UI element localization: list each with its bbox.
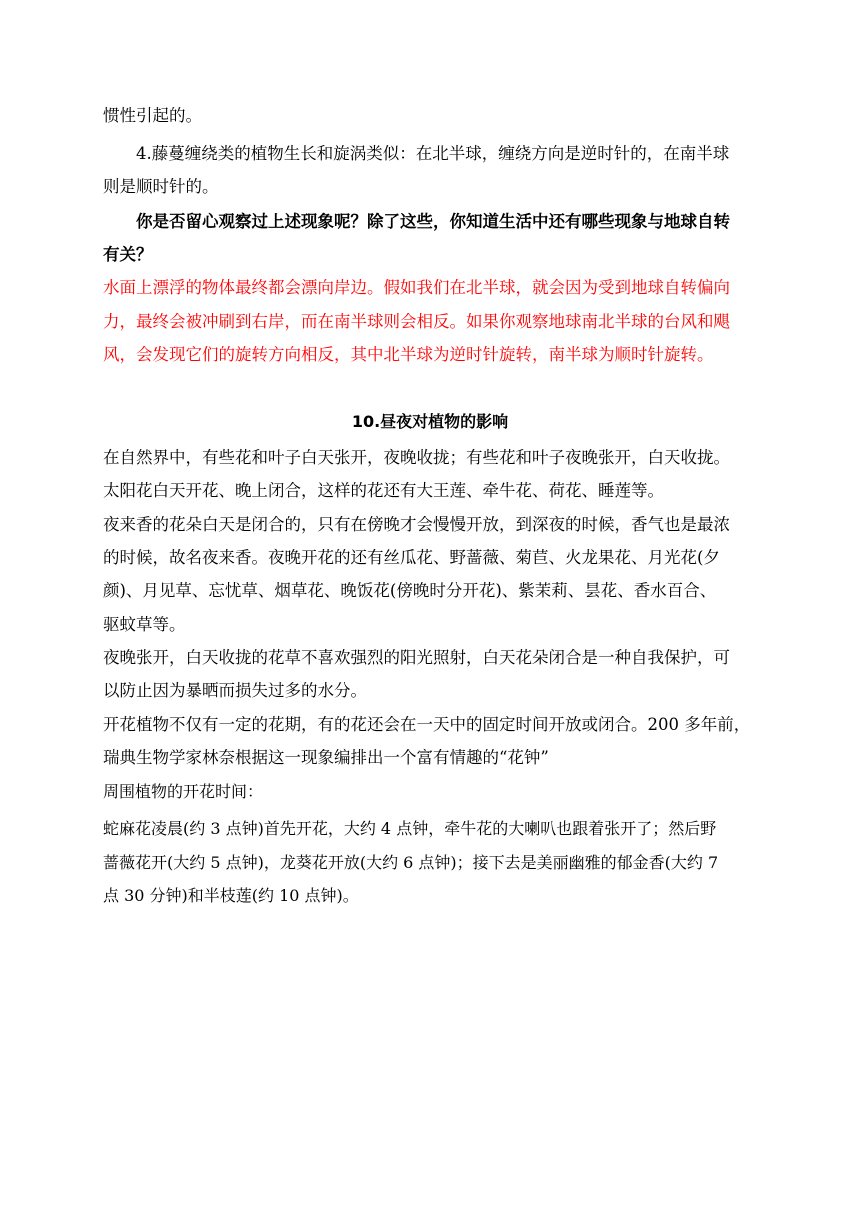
paragraph-line: 驱蚊草等。: [103, 615, 186, 634]
list-item-4-line-1: 4.藤蔓缠绕类的植物生长和旋涡类似：在北半球，缠绕方向是逆时针的，在南半球: [136, 144, 730, 163]
answer-line-3: 风，会发现它们的旋转方向相反，其中北半球为逆时针旋转，南半球为顺时针旋转。: [103, 345, 714, 364]
paragraph-line: 在自然界中，有些花和叶子白天张开，夜晚收拢；有些花和叶子夜晚张开，白天收拢。: [103, 448, 730, 467]
list-item-4-line-2: 则是顺时针的。: [103, 177, 219, 196]
paragraph-line: 瑞典生物学家林奈根据这一现象编排出一个富有情趣的“花钟”: [103, 748, 549, 767]
paragraph-line: 太阳花白天开花、晚上闭合，这样的花还有大王莲、牵牛花、荷花、睡莲等。: [103, 481, 664, 500]
answer-line-1: 水面上漂浮的物体最终都会漂向岸边。假如我们在北半球，就会因为受到地球自转偏向: [103, 278, 730, 297]
section-title: 10.昼夜对植物的影响: [351, 412, 509, 431]
paragraph-line: 蔷薇花开(大约 5 点钟)，龙葵花开放(大约 6 点钟)；接下去是美丽幽雅的郁金香(大约 7: [103, 853, 719, 872]
question-line-2: 有关？: [103, 245, 153, 264]
paragraph-line: 颜)、月见草、忘忧草、烟草花、晚饭花(傍晚时分开花)、紫茉莉、昙花、香水百合、: [103, 581, 717, 600]
answer-line-2: 力，最终会被冲刷到右岸，而在南半球则会相反。如果你观察地球南北半球的台风和飓: [103, 312, 730, 331]
paragraph-line: 蛇麻花凌晨(约 3 点钟)首先开花，大约 4 点钟，牵牛花的大喇叭也跟着张开了；然后野: [103, 819, 717, 838]
paragraph-line: 以防止因为暴晒而损失过多的水分。: [103, 681, 367, 700]
paragraph-line: 的时候，故名夜来香。夜晚开花的还有丝瓜花、野蔷薇、菊苣、火龙果花、月光花(夕: [103, 548, 720, 567]
paragraph-line: 夜晚张开，白天收拢的花草不喜欢强烈的阳光照射，白天花朵闭合是一种自我保护，可: [103, 648, 730, 667]
question-line-1: 你是否留心观察过上述现象呢？除了这些，你知道生活中还有哪些现象与地球自转: [136, 212, 730, 231]
text-line: 惯性引起的。: [103, 106, 202, 125]
paragraph-line: 点 30 分钟)和半枝莲(约 10 点钟)。: [103, 886, 359, 905]
paragraph-line: 夜来香的花朵白天是闭合的，只有在傍晚才会慢慢开放，到深夜的时候，香气也是最浓: [103, 515, 730, 534]
paragraph-line: 开花植物不仅有一定的花期，有的花还会在一天中的固定时间开放或闭合。200 多年前，: [103, 715, 751, 734]
paragraph-line: 周围植物的开花时间：: [103, 782, 264, 801]
